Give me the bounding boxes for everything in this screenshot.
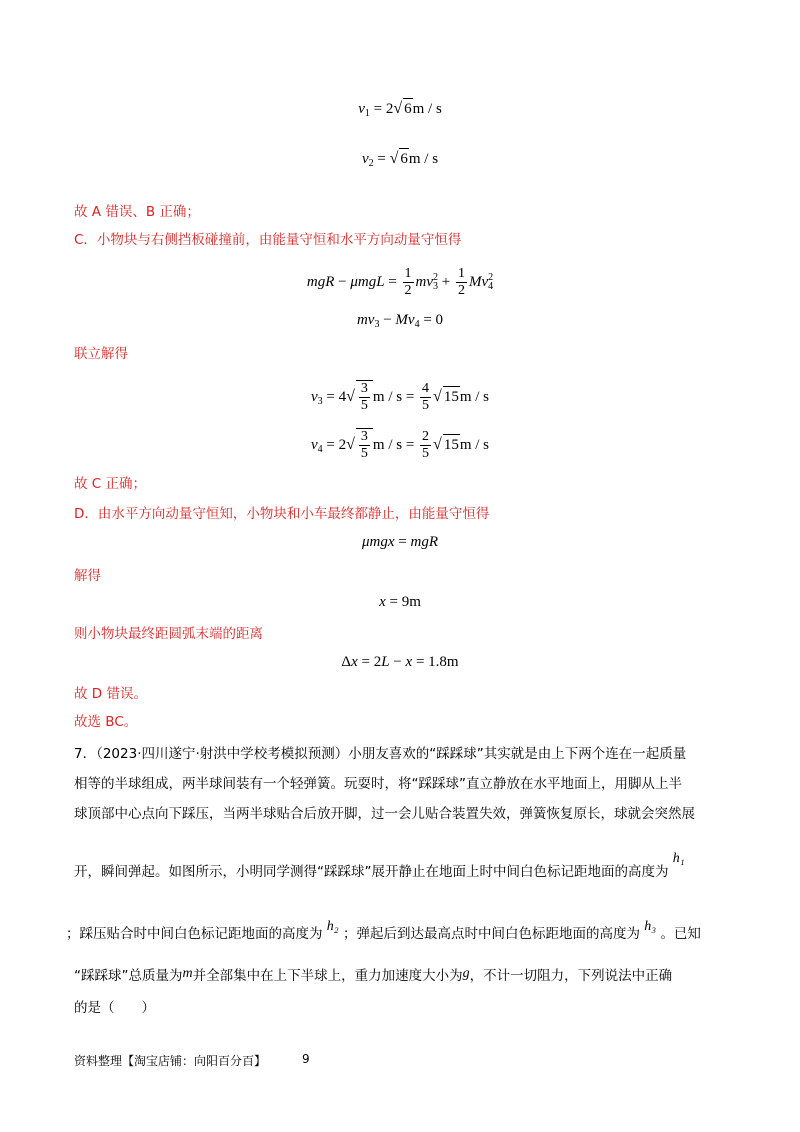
solution-line-distance: 则小物块最终距圆弧末端的距离 — [74, 626, 263, 642]
question7-line7: 的是（ ） — [74, 1000, 155, 1016]
equation-momentum-c: $mv_3 - Mv_4 = 0$ — [356, 312, 444, 330]
question7-line3: 球顶部中心点向下踩压，当两半球贴合后放开脚，过一会儿贴合装置失效，弹簧恢复原长，球就会突然展 — [74, 806, 695, 822]
equation-v2: $v_2$ = √ 6m / s — [361, 150, 439, 169]
page-number: 9 — [302, 1052, 310, 1066]
symbol-m: m — [182, 966, 193, 981]
question7-line6c: ，不计一切阻力，下列说法中正确 — [469, 968, 673, 984]
solution-line-d-conclusion: 故 D 错误。 — [74, 686, 147, 702]
equation-v3: $v_3 = 4√$ $\frac{3}{5}$ m / s = $\frac{4}{5}$ √ 15m / s — [310, 381, 490, 413]
equation-energy-c: mgR − μmgL = $\frac{1}{2}$ $mv_3^2$ + $\frac{1}{2}$ $Mv_4^2$ — [306, 266, 494, 298]
question7-line2: 相等的半球组成，两半球间装有一个轻弹簧。玩耍时，将“踩踩球”直立静放在水平地面上，用脚从上半 — [74, 776, 682, 792]
symbol-h1: h₁ — [672, 851, 685, 866]
symbol-g: g — [462, 966, 470, 981]
solution-line-answer: 故选 BC。 — [74, 714, 138, 730]
question7-line4 — [74, 851, 734, 883]
equation-dx: Δx = 2L − x = 1.8m — [341, 654, 459, 670]
equation-v1: $v_1 = 2√$ 6m / s — [358, 100, 442, 119]
question7-line5 — [66, 919, 726, 945]
solution-line-d-intro: D．由水平方向动量守恒知，小物块和小车最终都静止，由能量守恒得 — [74, 506, 490, 522]
equation-x: x = 9m — [379, 594, 421, 610]
solution-line-c-conclusion: 故 C 正确； — [74, 476, 147, 492]
symbol-h3: h₃ — [644, 919, 657, 934]
solution-line-solve2: 解得 — [74, 568, 101, 584]
question7-line6a: “踩踩球”总质量为 — [74, 968, 183, 984]
footer-source: 资料整理【淘宝店铺：向阳百分百】 — [74, 1054, 267, 1068]
question7-line5c: 。已知 — [660, 926, 701, 942]
question7-line6 — [74, 966, 734, 987]
equation-v4: $v_4 = 2√$ $\frac{3}{5}$ m / s = $\frac{2}{5}$ √ 15m / s — [310, 429, 490, 461]
question7-line1: 7．（2023·四川遂宁·射洪中学校考模拟预测）小朋友喜欢的“踩踩球”其实就是由上下两个连在一起质量 — [74, 746, 687, 762]
question7-line4-text: 开，瞬间弹起。如图所示，小明同学测得“踩踩球”展开静止在地面上时中间白色标记距地面的高度为 — [74, 864, 669, 880]
question7-line5a: ；踩压贴合时中间白色标记距地面的高度为 — [66, 926, 323, 942]
question7-line6b: 并全部集中在上下半球上，重力加速度大小为 — [192, 968, 463, 984]
equation-energy-d: μmgx = mgR — [362, 534, 438, 550]
question7-line5b: ；弹起后到达最高点时中间白色标距地面的高度为 — [342, 926, 640, 942]
solution-line-solve: 联立解得 — [74, 346, 128, 362]
solution-line-ab: 故 A 错误、B 正确； — [74, 204, 200, 220]
symbol-h2: h₂ — [326, 919, 339, 934]
solution-line-c-intro: C．小物块与右侧挡板碰撞前，由能量守恒和水平方向动量守恒得 — [74, 232, 462, 248]
